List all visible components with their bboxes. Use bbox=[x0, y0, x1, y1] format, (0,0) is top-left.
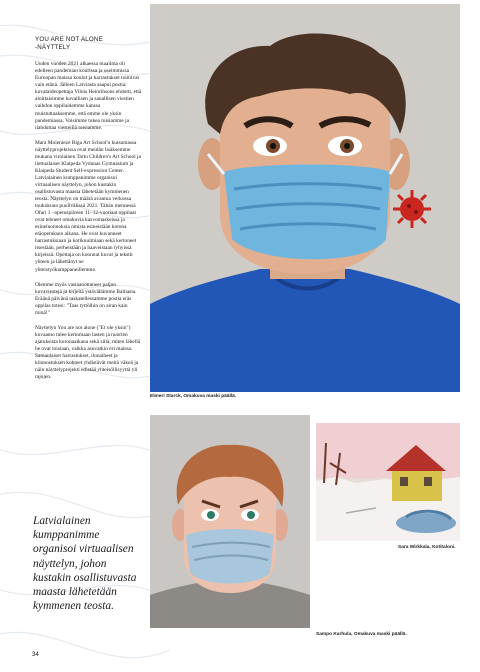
heading-line-2: -NÄYTTELY bbox=[35, 43, 71, 51]
article-text bbox=[35, 36, 143, 389]
paragraph-3: Olemme myös vastaanottaneet paljon kuvaviestejä ja kirjeitä ystävältämme Baltiasta. Eräänä päivänä taskatellessamme postia eräs oppilas totesi: "Taas tyttöihin on airan kain minä!" bbox=[35, 281, 137, 316]
artwork-main-self-portrait bbox=[150, 4, 460, 392]
paragraph-1: Uuden vuoden 2021 alkaessa maailma oli edelleen pandemian kourissa ja useimmissa Euroopan maissa koulut ja harrastukset toimivat vain etänä. Jälleen Latviasta saapui postia: kuvataideopettaja Vilnis Heinrihsons ehdotti, että aloittaisimme kuvallisen ja sanallisen viestien vaihdon oppilaidemme kanssa muistuttaaksemme, että emme ole yksin pandemiassa. Voisimme tukea toisiamme ja ilahduttaa viesteillä toisiamme. bbox=[35, 61, 142, 131]
artwork-house-painting bbox=[316, 423, 460, 541]
paragraph-2: Mara Moienieze Riga Art School'n kutsumassa näyttelyprojektissa ovat meidän lisäksemme mukana virolainen Tartu Children's Art School ja liettualaiset Klaipeda Vydunas Gymnasium ja Klaipeda Student Self-expression Center. Latvialainen kumppanimme organisoi virtuaalisen näyttelyn, johon kustakin osallistuvasta maasta lähetetään kymmenen teosta. Näyttelyn on määrä avautua verkossa toukokuun puolivälissä 2021. Tähän mennessä Ofari 1 –opetuspiireen 11–12-vuotiaat oppilaat ovat tehneet omakuvia kasvomaskeissa ja esineluonnoksia omista esineistään kotona etäopetuksen aikana. He ovat kuvanneet harrastuksiaan ja kotikuulmiaan sekä kertoneet itsestään, perheistään ja haaveistaan lyhyissä kirjeissä. Opettaja on koonnut kuvat ja tekstit yhteen ja lähettänyt ne yhteistyökumppaneillemme. bbox=[35, 139, 141, 273]
paragraph-4: Näyttelyn You are not alone ("Et ole yksin") kuvaamo tulee kertomaan lasten ja nuorten ajatuksista koronaaikana sekä siitä, miten lähellä he ovat toisiaan, vaikka asuvatkin eri maissa. Samanlaiset harrastukset, ilonaiheet ja kiinnostuksen kohteet yhdistävät meitä väkeä ja näin näyttelyprojekti edistää yhteisöllisyyttä yli rajojen. bbox=[35, 324, 141, 381]
caption-main-artwork: Elmeri Starck, Omakuva maski päällä. bbox=[150, 394, 237, 399]
heading-line-1: YOU ARE NOT ALONE bbox=[35, 36, 103, 43]
pull-quote: Latvialainen kumppanimme organisoi virtuaalisen näyttelyn, johon kustakin osallistuvasta maasta lähetetään kymmenen teosta. bbox=[33, 515, 137, 613]
article-heading bbox=[35, 36, 143, 51]
page-number: 34 bbox=[32, 652, 39, 658]
artwork-second-self-portrait bbox=[150, 415, 310, 628]
caption-house-painting: Sara Wirkkala, Kotitaloni. bbox=[398, 545, 456, 550]
caption-second-portrait: Sampo Karhula, Omakuva maski päällä. bbox=[316, 632, 407, 637]
